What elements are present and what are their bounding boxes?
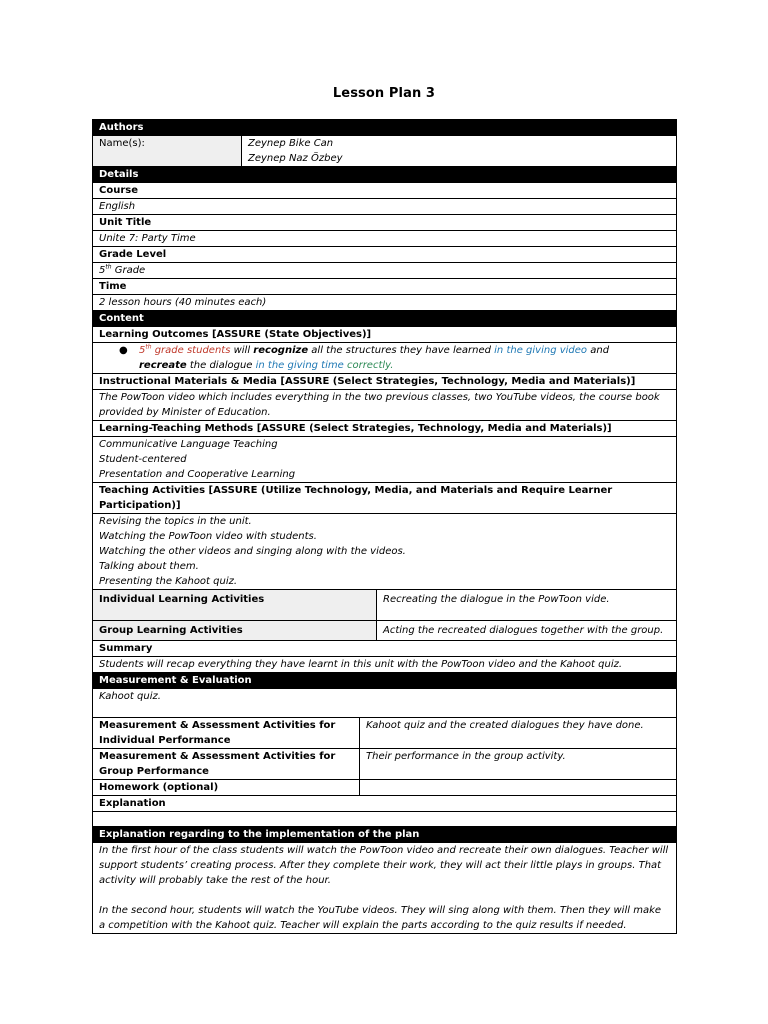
author-name-1: Zeynep Bike Can: [248, 138, 334, 149]
grade-sup: th: [105, 263, 112, 271]
group-activities-label: Group Learning Activities: [93, 621, 377, 641]
unit-value: Unite 7: Party Time: [93, 231, 677, 247]
outcome-g: and: [587, 345, 610, 356]
explanation-label: Explanation: [93, 796, 677, 812]
outcomes-label: [93, 327, 677, 343]
grade-word: Grade: [111, 265, 146, 276]
outcome-c: will: [230, 345, 254, 356]
implementation-header: Explanation regarding to the implementation of the plan: [93, 827, 677, 843]
activity-item: Watching the PowToon video with students.: [99, 531, 317, 542]
grade-label: Grade Level: [93, 247, 677, 263]
materials-value: The PowToon video which includes everything in the two previous classes, two YouTube videos, the course book provided by Minister of Education.: [93, 390, 677, 421]
method-item: Communicative Language Teaching: [99, 439, 278, 450]
activity-item: Presenting the Kahoot quiz.: [99, 576, 238, 587]
individual-assessment-label: Measurement & Assessment Activities for Individual Performance: [93, 718, 360, 749]
outcome-i: the dialogue: [186, 360, 256, 371]
individual-activities-label: Individual Learning Activities: [93, 590, 377, 621]
lesson-plan-table: [92, 119, 676, 934]
individual-assessment-value: Kahoot quiz and the created dialogues they have done.: [360, 718, 677, 749]
activities-label-text: Teaching Activities: [99, 485, 209, 496]
group-assessment-label: Measurement & Assessment Activities for Group Performance: [93, 749, 360, 780]
course-value: English: [93, 199, 677, 215]
outcomes-bracket: [ASSURE (State Objectives)]: [211, 329, 372, 340]
individual-activities-value: Recreating the dialogue in the PowToon vide.: [377, 590, 677, 621]
course-label: Course: [93, 183, 677, 199]
time-label: Time: [93, 279, 677, 295]
content-header: Content: [93, 311, 677, 327]
implementation-para-1: In the first hour of the class students will watch the PowToon video and recreate their own dialogues. Teacher will support students’ creating process. After they complete their work, they will act their little plays in groups. That activity will probably take the rest of the hour.: [99, 845, 669, 886]
time-value: 2 lesson hours (40 minutes each): [93, 295, 677, 311]
outcome-k: correctly.: [343, 360, 394, 371]
methods-value: [93, 437, 677, 483]
homework-label: Homework (optional): [93, 780, 360, 796]
outcome-j: in the giving time: [255, 360, 344, 371]
summary-label: Summary: [93, 641, 677, 657]
paragraph-gap: [99, 888, 670, 903]
outcome-e: all the structures they have learned: [308, 345, 495, 356]
activity-item: Watching the other videos and singing along with the videos.: [99, 546, 406, 557]
implementation-value: [93, 843, 677, 934]
outcome-f: in the giving video: [494, 345, 588, 356]
outcome-b: grade students: [151, 345, 231, 356]
outcome-a-sup: th: [145, 343, 152, 351]
activities-bracket: [ASSURE (Utilize Technology, Media, and Materials and Require Learner Participation)]: [99, 485, 613, 511]
grade-num: 5: [99, 265, 106, 276]
names-value: [242, 136, 677, 167]
page-title: Lesson Plan 3: [332, 86, 436, 101]
details-header: Details: [93, 167, 677, 183]
authors-header: Authors: [93, 120, 677, 136]
activities-label: [93, 483, 677, 514]
outcome-a: 5: [139, 345, 146, 356]
explanation-value: [93, 812, 677, 827]
materials-bracket: [ASSURE (Select Strategies, Technology, Media and Materials)]: [280, 376, 636, 387]
outcome-bullet: [93, 343, 677, 374]
group-activities-value: Acting the recreated dialogues together with the group.: [377, 621, 677, 641]
outcome-d: recognize: [253, 345, 309, 356]
measurement-header: Measurement & Evaluation: [93, 673, 677, 689]
method-item: Student-centered: [99, 454, 187, 465]
methods-label-text: Learning-Teaching Methods: [99, 423, 257, 434]
bullet-dot: ●: [119, 345, 128, 356]
outcomes-label-text: Learning Outcomes: [99, 329, 212, 340]
outcome-h: recreate: [139, 360, 187, 371]
method-item: Presentation and Cooperative Learning: [99, 469, 296, 480]
author-name-2: Zeynep Naz Özbey: [248, 153, 343, 164]
activity-item: Revising the topics in the unit.: [99, 516, 252, 527]
materials-label-text: Instructional Materials & Media: [99, 376, 281, 387]
group-assessment-value: Their performance in the group activity.: [360, 749, 677, 780]
summary-value: Students will recap everything they have learnt in this unit with the PowToon video and the Kahoot quiz.: [93, 657, 677, 673]
methods-bracket: [ASSURE (Select Strategies, Technology, Media and Materials)]: [256, 423, 612, 434]
names-label: Name(s):: [93, 136, 242, 167]
unit-label: Unit Title: [93, 215, 677, 231]
measurement-value: Kahoot quiz.: [93, 689, 677, 718]
activity-item: Talking about them.: [99, 561, 199, 572]
activities-value: [93, 514, 677, 590]
materials-label: [93, 374, 677, 390]
grade-value: [93, 263, 677, 279]
homework-value: [360, 780, 677, 796]
implementation-para-2: In the second hour, students will watch the YouTube videos. They will sing along with them. Then they will make a competition with the Kahoot quiz. Teacher will explain the parts according to the quiz results if needed.: [99, 905, 662, 931]
methods-label: [93, 421, 677, 437]
